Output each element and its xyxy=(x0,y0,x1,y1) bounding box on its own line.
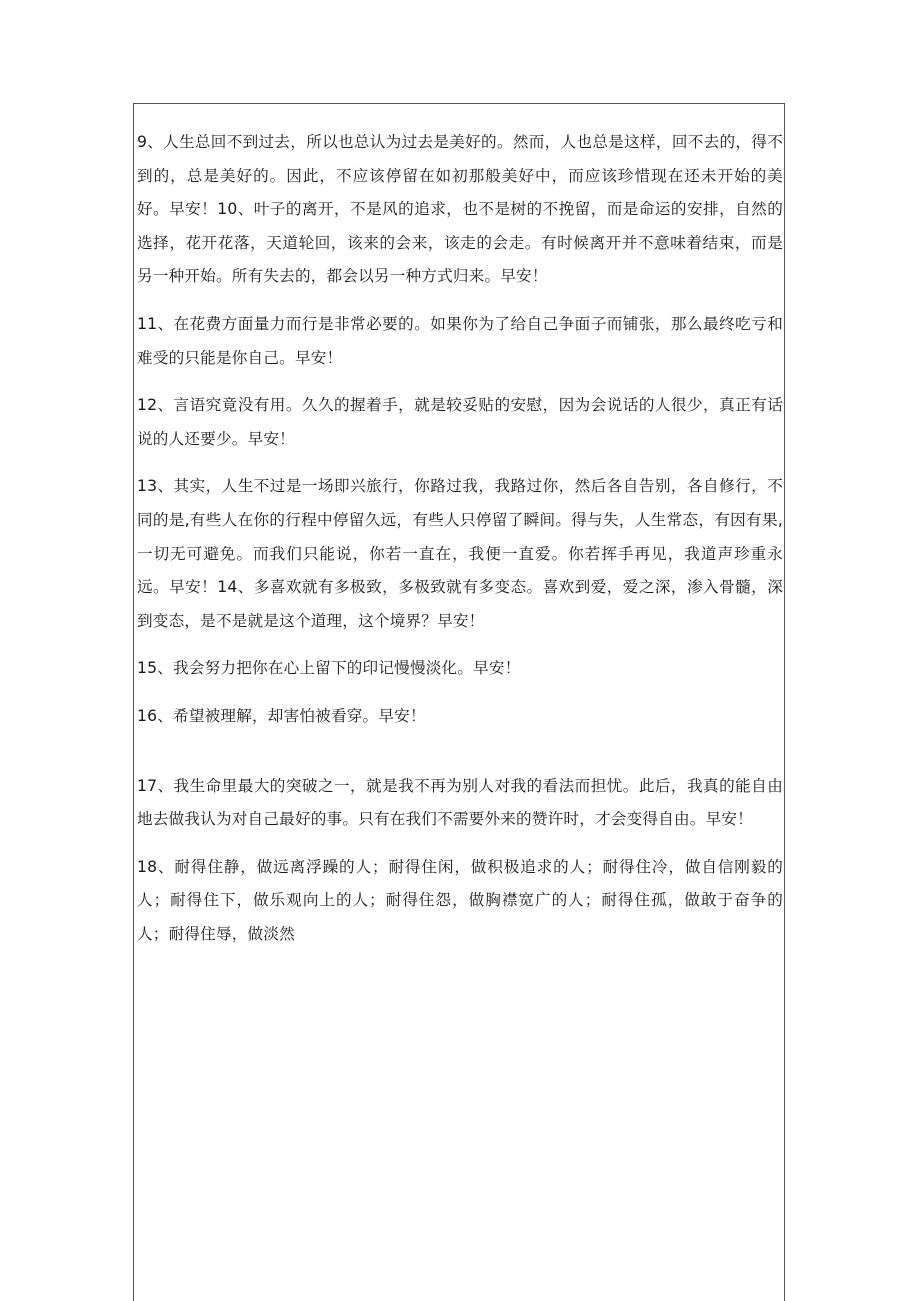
paragraph-16: 16、希望被理解，却害怕被看穿。早安！ xyxy=(137,706,426,725)
paragraph-18: 18、耐得住静，做远离浮躁的人；耐得住闲，做积极追求的人；耐得住冷，做自信刚毅的人；耐得住下，做乐观向上的人；耐得住怨，做胸襟宽广的人；耐得住孤，做敢于奋争的人；耐得住辱，做淡然 xyxy=(137,857,783,943)
paragraph-15: 15、我会努力把你在心上留下的印记慢慢淡化。早安！ xyxy=(137,659,521,678)
paragraph-17: 17、我生命里最大的突破之一，就是我不再为别人对我的看法而担忧。此后，我真的能自由地去做我认为对自己最好的事。只有在我们不需要外来的赞许时，才会变得自由。早安！ xyxy=(137,776,783,829)
paragraph-13-14: 13、其实，人生不过是一场即兴旅行，你路过我，我路过你，然后各自告别，各自修行，不同的是,有些人在你的行程中停留久远，有些人只停留了瞬间。得与失，人生常态，有因有果,一切无可避免。而我们只能说，你若一直在，我便一直爱。你若挥手再见，我道声珍重永远。早安！14、多喜欢就有多极致，多极致就有多变态。喜欢到爱，爱之深，渗入骨髓，深到变态，是不是就是这个道理，这个境界？早安！ xyxy=(137,477,783,630)
paragraph-11: 11、在花费方面量力而行是非常必要的。如果你为了给自己争面子而铺张，那么最终吃亏和难受的只能是你自己。早安！ xyxy=(137,314,783,367)
document-body xyxy=(137,126,783,965)
page-frame xyxy=(133,103,785,1301)
paragraph-12: 12、言语究竟没有用。久久的握着手，就是较妥贴的安慰，因为会说话的人很少，真正有话说的人还要少。早安！ xyxy=(137,396,783,448)
paragraph-9-10: 9、人生总回不到过去，所以也总认为过去是美好的。然而，人也总是这样，回不去的，得不到的，总是美好的。因此，不应该停留在如初那般美好中，而应该珍惜现在还未开始的美好。早安！10、叶子的离开，不是风的追求，也不是树的不挽留，而是命运的安排，自然的选择，花开花落，天道轮回，该来的会来，该走的会走。有时候离开并不意味着结束，而是另一种开始。所有失去的，都会以另一种方式归来。早安！ xyxy=(137,133,783,286)
